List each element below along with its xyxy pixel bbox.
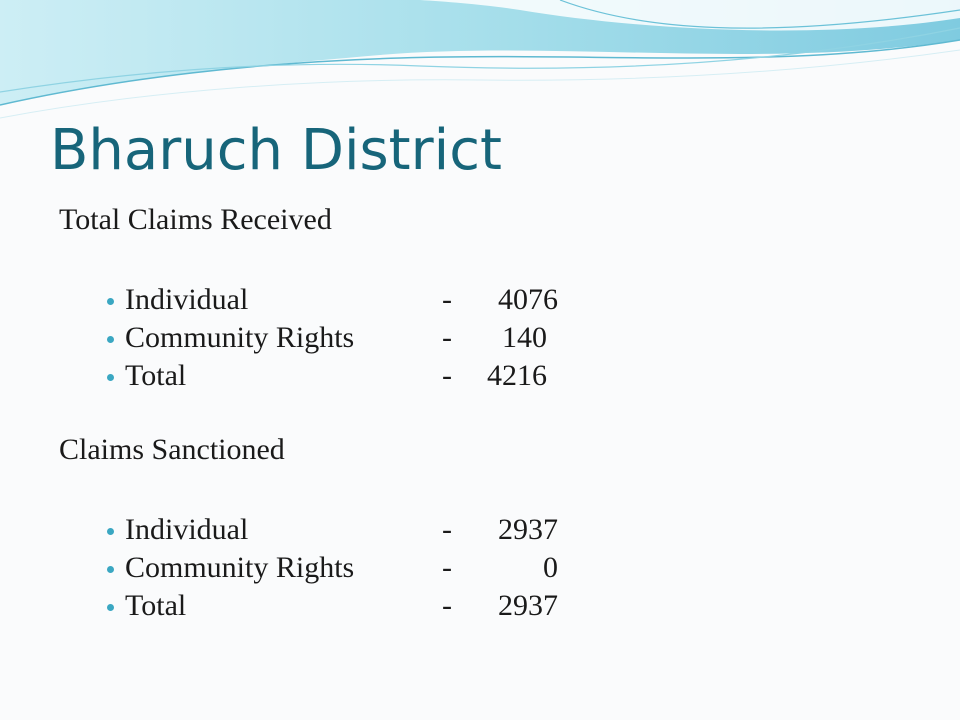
list-item [0,359,960,399]
item-value: 4076 [498,283,558,316]
item-value: 2937 [498,589,558,622]
list-item [0,589,960,629]
item-label: Individual [125,283,249,316]
section-heading-total-claims: Total Claims Received [59,203,332,236]
item-label: Community Rights [125,321,355,354]
list-item [0,551,960,591]
item-separator: - [442,513,452,546]
bullet-icon [107,604,114,611]
item-separator: - [442,589,452,622]
item-value: 4216 [487,359,547,392]
bullet-icon [107,374,114,381]
bullet-icon [107,566,114,573]
bullet-icon [107,298,114,305]
header-wave-decoration [0,0,960,130]
item-separator: - [442,321,452,354]
item-separator: - [442,283,452,316]
item-label: Total [125,589,187,622]
item-value: 140 [502,321,547,354]
slide-title: Bharuch District [50,118,502,183]
item-separator: - [442,551,452,584]
bullet-icon [107,528,114,535]
list-item [0,283,960,323]
item-separator: - [442,359,452,392]
list-item [0,321,960,361]
item-value: 0 [543,551,558,584]
section-heading-claims-sanctioned: Claims Sanctioned [59,433,285,466]
bullet-icon [107,336,114,343]
item-label: Total [125,359,187,392]
item-value: 2937 [498,513,558,546]
list-item [0,513,960,553]
item-label: Individual [125,513,249,546]
item-label: Community Rights [125,551,355,584]
